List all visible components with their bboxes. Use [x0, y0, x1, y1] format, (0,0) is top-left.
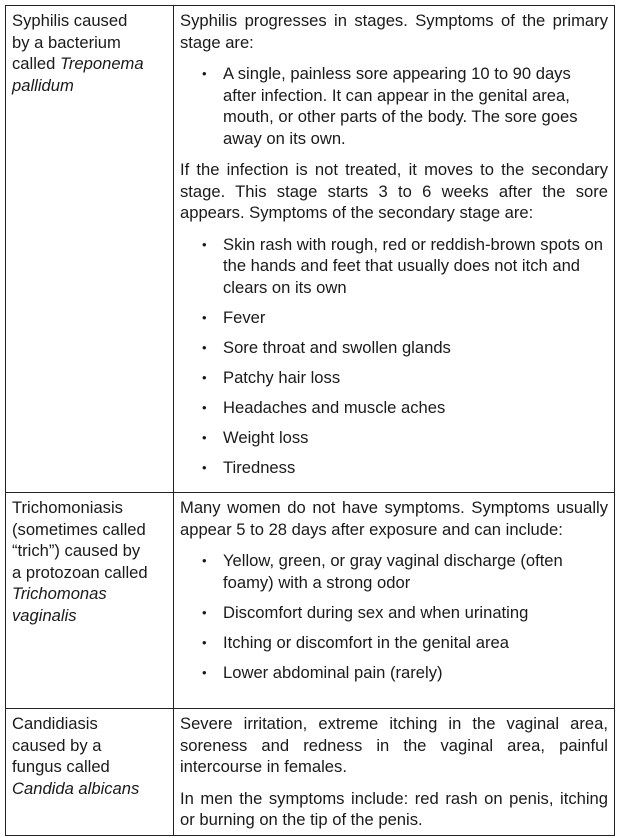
disease-name: (sometimes called: [12, 519, 146, 539]
list-item: • Discomfort during sex and when urinating: [180, 602, 608, 624]
disease-name: Syphilis caused: [12, 11, 128, 30]
list-item: • Lower abdominal pain (rarely): [180, 662, 608, 684]
disease-name: by a bacterium: [12, 32, 121, 52]
disease-name: fungus called: [12, 757, 110, 776]
list-item: • Skin rash with rough, red or reddish-brown spots on the hands and feet that usually does not itch and clears on its own: [180, 234, 608, 299]
list-item: • Fever: [180, 307, 608, 329]
list-item: • Patchy hair loss: [180, 367, 608, 389]
symptom-list: [180, 550, 608, 683]
std-symptoms-table: [5, 5, 615, 836]
symptoms-intro: Severe irritation, extreme itching in the vaginal area, soreness and redness in the vaginal area, painful intercourse in females.: [180, 714, 608, 776]
list-item: • A single, painless sore appearing 10 to 90 days after infection. It can appear in the genital area, mouth, or other parts of the body. The sore goes away on its own.: [180, 63, 608, 149]
list-item: • Sore throat and swollen glands: [180, 337, 608, 359]
disease-name: “trich”) caused by: [12, 541, 141, 560]
disease-name: Candidiasis: [12, 714, 98, 733]
symptom-list-primary: [180, 63, 608, 149]
table-row: [6, 493, 615, 709]
disease-cell-syphilis: [6, 6, 174, 493]
disease-name: called: [12, 54, 60, 73]
symptoms-paragraph: In men the symptoms include: red rash on penis, itching or burning on the tip of the penis.: [180, 788, 608, 829]
disease-name: a protozoan called: [12, 562, 148, 582]
organism-name: Treponema pallidum: [12, 54, 144, 95]
symptoms-cell-syphilis: [174, 6, 615, 493]
organism-name: Trichomonas vaginalis: [12, 584, 107, 625]
table-row: [6, 709, 615, 836]
list-item: • Tiredness: [180, 457, 608, 479]
disease-cell-trichomoniasis: [6, 493, 174, 709]
list-item: • Headaches and muscle aches: [180, 397, 608, 419]
symptom-list-secondary: [180, 234, 608, 479]
table-row: [6, 6, 615, 493]
symptoms-intro: Many women do not have symptoms. Symptoms usually appear 5 to 28 days after exposure and can include:: [180, 498, 608, 539]
symptoms-paragraph: If the infection is not treated, it moves to the secondary stage. This stage starts 3 to 6 weeks after the sore appears. Symptoms of the secondary stage are:: [180, 160, 608, 222]
disease-name: Trichomoniasis: [12, 498, 123, 517]
disease-name: caused by a: [12, 735, 102, 755]
organism-name: Candida albicans: [12, 778, 140, 798]
disease-cell-candidiasis: [6, 709, 174, 836]
list-item: • Yellow, green, or gray vaginal discharge (often foamy) with a strong odor: [180, 550, 608, 593]
symptoms-cell-candidiasis: [174, 709, 615, 836]
list-item: • Itching or discomfort in the genital area: [180, 632, 608, 654]
list-item: • Weight loss: [180, 427, 608, 449]
symptoms-cell-trichomoniasis: [174, 493, 615, 709]
symptoms-intro: Syphilis progresses in stages. Symptoms of the primary stage are:: [180, 11, 608, 52]
